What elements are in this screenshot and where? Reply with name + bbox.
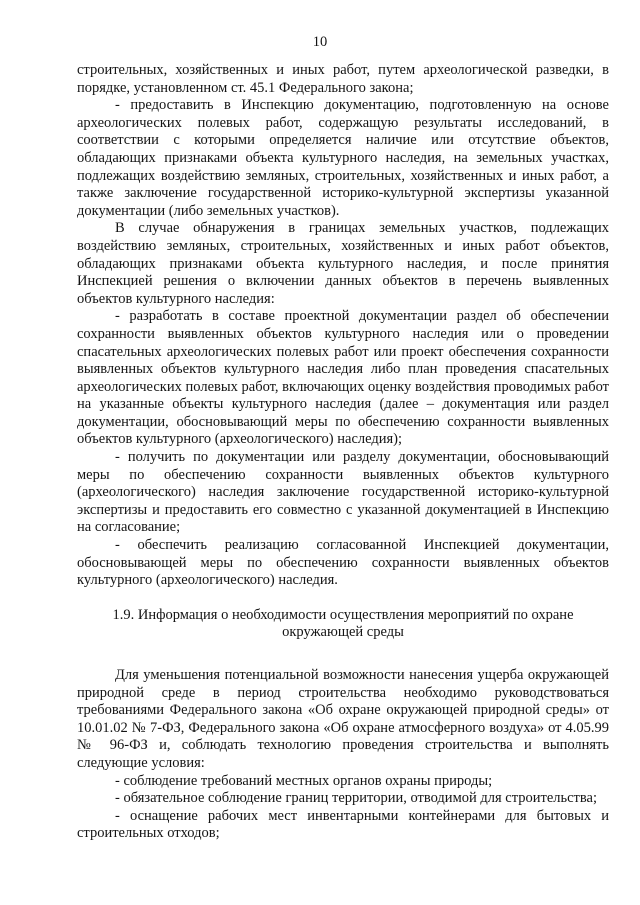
heading-spacer	[77, 642, 609, 667]
list-item-local-requirements: - соблюдение требований местных органов охраны природы;	[115, 772, 493, 789]
page-number: 10	[312, 34, 328, 50]
section-heading-line-1: 1.9. Информация о необходимости осуществления мероприятий по охране	[112, 606, 574, 623]
paragraph-obtain-expertise: - получить по документации или разделу документации, обосновывающий меры по обеспечению сохранности выявленных объектов культурного (археологического) наследия заключение государственной историко-культурной экспертизы и предоставить его совместно с указанной документацией в Инспекцию на согласование;	[77, 449, 609, 536]
paragraph-submit-documentation: - предоставить в Инспекцию документацию, подготовленную на основе археологических полевых работ, содержащую результаты исследований, в соответствии с которыми определяется наличие или отсутствие объектов, обладающих признаками объекта культурного наследия, на земельных участках, подлежащих воздействию земляных, строительных, хозяйственных и иных работ, а также заключение государственной историко-культурной экспертизы указанной документации (либо земельных участков).	[77, 97, 609, 219]
list-item-waste-containers: - оснащение рабочих мест инвентарными контейнерами для бытовых и строительных отходов;	[77, 807, 609, 842]
paragraph-environment-intro: Для уменьшения потенциальной возможности нанесения ущерба окружающей природной среде в период строительства необходимо руководствоваться требованиями Федерального закона «Об охране окружающей природной среды» от 10.01.02 № 7-ФЗ, Федерального закона «Об охране атмосферного воздуха» от 4.05.99 № 96-ФЗ и, соблюдать технологию проведения строительства и выполнять следующие условия:	[77, 667, 609, 771]
paragraph-discovery-case: В случае обнаружения в границах земельных участков, подлежащих воздействию земляных, строительных, хозяйственных и иных работ объектов, обладающих признаками объекта культурного наследия, и после принятия Инспекцией решения о включении данных объектов в перечень выявленных объектов культурного наследия:	[77, 220, 609, 307]
section-heading-line-2: окружающей среды	[282, 624, 404, 641]
paragraph-continuation: строительных, хозяйственных и иных работ, путем археологической разведки, в порядке, установленном ст. 45.1 Федерального закона;	[77, 62, 609, 96]
paragraph-ensure-implementation: - обеспечить реализацию согласованной Инспекцией документации, обосновывающей меры по обеспечению сохранности выявленных объектов культурного (археологического) наследия.	[77, 537, 609, 589]
list-item-territory-boundaries: - обязательное соблюдение границ территории, отводимой для строительства;	[115, 790, 598, 807]
document-body	[77, 62, 609, 843]
section-heading	[77, 607, 609, 642]
paragraph-develop-section: - разработать в составе проектной документации раздел об обеспечении сохранности выявленных объектов культурного наследия или о проведении спасательных археологических полевых работ или проект обеспечения сохранности выявленных объектов культурного наследия либо план проведения спасательных археологических полевых работ, включающих оценку воздействия проводимых работ на указанные объекты культурного наследия (далее – документация или раздел документации, обосновывающий меры по обеспечению сохранности выявленных объектов культурного (археологического) наследия);	[77, 308, 609, 448]
